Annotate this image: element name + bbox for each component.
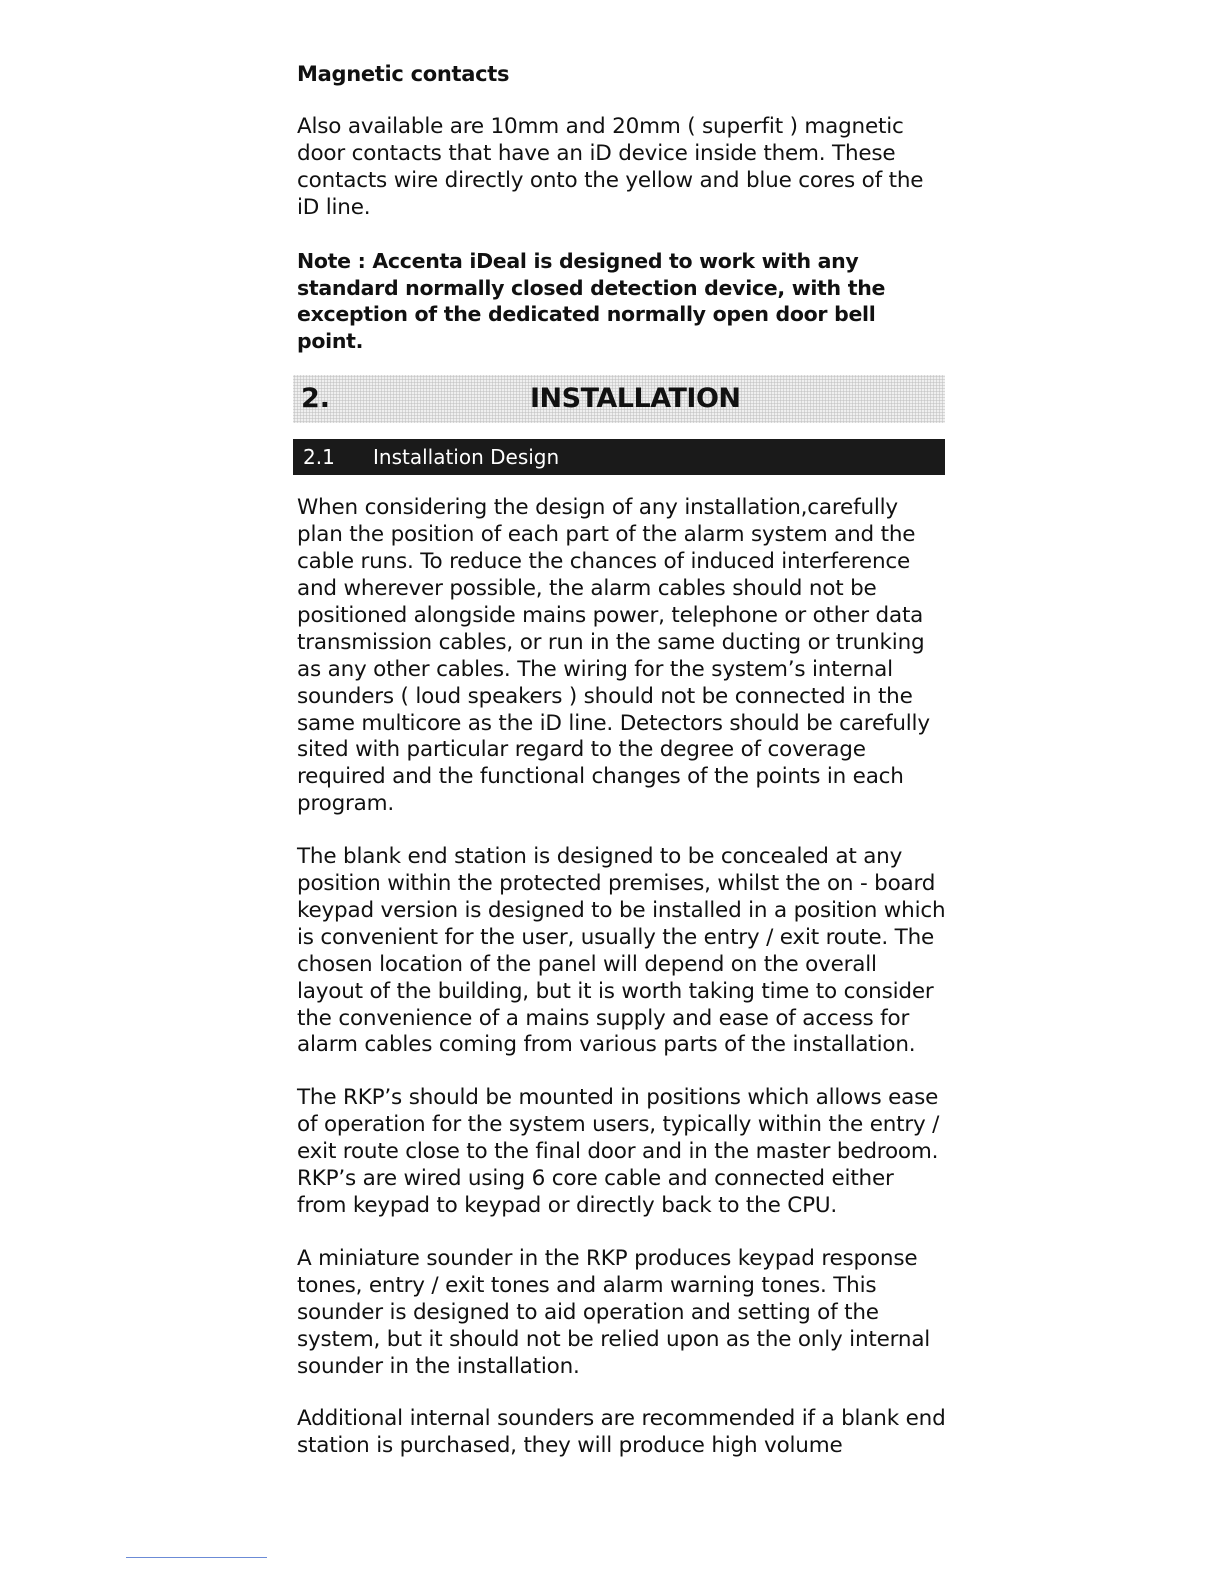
document-page: [297, 60, 947, 1486]
footer-rule: [126, 1557, 267, 1558]
section-number: 2.: [301, 383, 331, 415]
paragraph-additional-sounders: Additional internal sounders are recommended if a blank end station is purchased, they will produce high volume: [297, 1406, 946, 1459]
paragraph-end-station: The blank end station is designed to be concealed at any position within the protected premises, whilst the on - board keypad version is designed to be installed in a position which is convenient for the user, usually the entry / exit route. The chosen location of the panel will depend on the overall layout of the building, but it is worth taking time to consider the convenience of a mains supply and ease of access for alarm cables coming from various parts of the installation.: [297, 844, 946, 1058]
paragraph-miniature-sounder: A miniature sounder in the RKP produces keypad response tones, entry / exit tones and alarm warning tones. This sounder is designed to aid operation and setting of the system, but it should not be relied upon as the only internal sounder in the installation.: [297, 1245, 931, 1379]
paragraph-design: When considering the design of any installation,carefully plan the position of each part of the alarm system and the cable runs. To reduce the chances of induced interference and wherever possible, the alarm cables should not be positioned alongside mains power, telephone or other data transmission cables, or run in the same ducting or trunking as any other cables. The wiring for the system’s internal sounders ( loud speakers ) should not be connected in the same multicore as the iD line. Detectors should be carefully sited with particular regard to the degree of coverage required and the functional changes of the points in each program.: [297, 495, 930, 817]
subsection-number: 2.1: [303, 445, 335, 470]
paragraph-rkp: The RKP’s should be mounted in positions which allows ease of operation for the system users, typically within the entry / exit route close to the final door and in the master bedroom. RKP’s are wired using 6 core cable and connected either from keypad to keypad or directly back to the CPU.: [297, 1085, 940, 1218]
magnetic-contacts-paragraph: Also available are 10mm and 20mm ( superfit ) magnetic door contacts that have an iD device inside them. These contacts wire directly onto the yellow and blue cores of the iD line.: [297, 114, 924, 220]
section-heading-band: [293, 375, 945, 423]
subsection-title: Installation Design: [373, 445, 560, 470]
note-paragraph: Note : Accenta iDeal is designed to work with any standard normally closed detection device, with the exception of the dedicated normally open door bell point.: [297, 248, 886, 354]
section-title: INSTALLATION: [530, 383, 741, 415]
subsection-heading-bar: [293, 439, 945, 475]
magnetic-contacts-heading: Magnetic contacts: [297, 62, 510, 86]
